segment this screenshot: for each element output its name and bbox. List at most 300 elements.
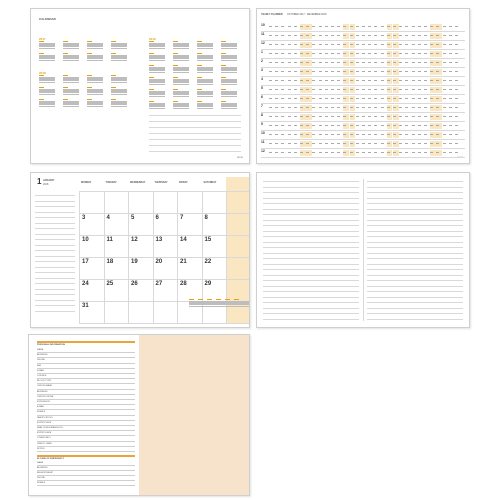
day-cell bbox=[362, 98, 365, 99]
day-cell bbox=[381, 26, 384, 27]
day-cell bbox=[393, 35, 396, 36]
day-cell bbox=[294, 44, 297, 45]
time-line bbox=[35, 201, 75, 202]
day-cell bbox=[399, 143, 402, 144]
day-cell bbox=[443, 143, 446, 144]
weekend-highlight bbox=[436, 150, 442, 156]
notes-line bbox=[263, 308, 359, 309]
form-field-label: PASSPORT NO. bbox=[37, 416, 54, 419]
weekend-highlight bbox=[387, 42, 393, 48]
day-cell bbox=[374, 125, 377, 126]
day-cell bbox=[424, 62, 427, 63]
day-cell bbox=[350, 98, 353, 99]
day-cell bbox=[325, 89, 328, 90]
weekend-highlight bbox=[300, 114, 306, 120]
weekend-highlight bbox=[350, 24, 356, 30]
day-cell bbox=[288, 152, 291, 153]
day-cell bbox=[418, 98, 421, 99]
day-cell bbox=[374, 134, 377, 135]
weekend-highlight bbox=[387, 60, 393, 66]
day-cell bbox=[412, 71, 415, 72]
day-cell bbox=[424, 143, 427, 144]
day-cell bbox=[281, 125, 284, 126]
day-cell bbox=[387, 44, 390, 45]
weekend-highlight bbox=[393, 87, 399, 93]
day-number: 17 bbox=[82, 259, 89, 265]
weekend-highlight bbox=[436, 51, 442, 57]
weekend-highlight bbox=[350, 69, 356, 75]
day-cell bbox=[368, 98, 371, 99]
day-cell bbox=[418, 71, 421, 72]
weekend-highlight bbox=[393, 33, 399, 39]
day-cell bbox=[455, 80, 458, 81]
grid-row-line bbox=[79, 323, 250, 324]
planner-month-number: 8 bbox=[261, 113, 263, 117]
planner-row-line bbox=[261, 157, 465, 158]
day-cell bbox=[275, 107, 278, 108]
day-cell bbox=[306, 125, 309, 126]
weekend-highlight bbox=[343, 114, 349, 120]
time-line bbox=[35, 212, 75, 213]
day-cell bbox=[306, 89, 309, 90]
weekend-highlight bbox=[387, 96, 393, 102]
day-number: 28 bbox=[180, 281, 187, 287]
day-number: 27 bbox=[155, 281, 163, 287]
notes-line bbox=[367, 319, 463, 320]
day-cell bbox=[449, 71, 452, 72]
day-cell bbox=[449, 116, 452, 117]
day-cell bbox=[331, 35, 334, 36]
form-field-line bbox=[37, 378, 135, 379]
weekend-highlight bbox=[436, 132, 442, 138]
weekend-highlight bbox=[306, 51, 312, 57]
day-cell bbox=[288, 134, 291, 135]
day-cell bbox=[300, 116, 303, 117]
day-cell bbox=[343, 26, 346, 27]
personal-info-page bbox=[28, 334, 250, 496]
weekend-highlight bbox=[343, 123, 349, 129]
day-cell bbox=[319, 44, 322, 45]
form-field-line bbox=[37, 373, 135, 374]
day-cell bbox=[424, 80, 427, 81]
notes-line bbox=[149, 127, 241, 128]
mini-month-row bbox=[63, 48, 79, 49]
notes-line bbox=[367, 247, 463, 248]
weekend-highlight bbox=[350, 132, 356, 138]
day-cell bbox=[350, 71, 353, 72]
day-cell bbox=[288, 35, 291, 36]
mini-month-row bbox=[221, 72, 237, 73]
form-field-label: EXPIRY DATE bbox=[37, 421, 52, 424]
day-cell bbox=[368, 26, 371, 27]
day-cell bbox=[449, 152, 452, 153]
mini-month-row bbox=[149, 108, 165, 109]
mini-month-row bbox=[221, 60, 237, 61]
day-cell bbox=[337, 62, 340, 63]
day-cell bbox=[356, 71, 359, 72]
day-cell bbox=[393, 134, 396, 135]
weekend-highlight bbox=[393, 150, 399, 156]
page-footer-logo: BOOK bbox=[457, 157, 463, 159]
day-cell bbox=[418, 116, 421, 117]
planner-row-line bbox=[261, 130, 465, 131]
day-cell bbox=[269, 26, 272, 27]
day-cell bbox=[368, 44, 371, 45]
notes-line bbox=[367, 302, 463, 303]
mini-month-row bbox=[39, 82, 55, 83]
notes-line bbox=[367, 198, 463, 199]
day-cell bbox=[288, 62, 291, 63]
day-cell bbox=[331, 98, 334, 99]
weekend-highlight bbox=[430, 87, 436, 93]
grid-row-line bbox=[79, 213, 250, 214]
day-cell bbox=[387, 80, 390, 81]
grid-col-line bbox=[153, 191, 154, 323]
day-cell bbox=[436, 35, 439, 36]
planner-month-number: 2 bbox=[261, 59, 263, 63]
weekend-highlight bbox=[387, 24, 393, 30]
day-number: 10 bbox=[82, 237, 89, 243]
day-cell bbox=[436, 89, 439, 90]
mini-month bbox=[197, 101, 213, 110]
day-cell bbox=[405, 107, 408, 108]
day-cell bbox=[356, 35, 359, 36]
day-cell bbox=[405, 125, 408, 126]
form-field-line bbox=[37, 394, 135, 395]
day-cell bbox=[449, 35, 452, 36]
day-cell bbox=[368, 143, 371, 144]
day-cell bbox=[331, 44, 334, 45]
day-cell bbox=[381, 107, 384, 108]
day-cell bbox=[368, 53, 371, 54]
day-cell bbox=[275, 125, 278, 126]
day-cell bbox=[387, 71, 390, 72]
mini-month-row bbox=[63, 60, 79, 61]
day-cell bbox=[455, 26, 458, 27]
day-number: 6 bbox=[155, 215, 159, 221]
notes-line bbox=[367, 264, 463, 265]
mini-month bbox=[111, 41, 127, 50]
day-cell bbox=[294, 62, 297, 63]
notes-line bbox=[263, 319, 359, 320]
planner-row-line bbox=[261, 94, 465, 95]
weekend-highlight bbox=[350, 105, 356, 111]
form-field-label: ADDRESS bbox=[37, 354, 48, 357]
notes-line bbox=[263, 198, 359, 199]
planner-month-number: 11 bbox=[261, 140, 265, 144]
day-cell bbox=[455, 35, 458, 36]
mini-month bbox=[173, 65, 189, 74]
day-cell bbox=[275, 116, 278, 117]
day-cell bbox=[405, 134, 408, 135]
mini-month-row bbox=[197, 96, 213, 97]
day-cell bbox=[430, 116, 433, 117]
day-cell bbox=[399, 134, 402, 135]
emergency-field-line bbox=[37, 470, 135, 471]
day-cell bbox=[436, 53, 439, 54]
weekend-highlight bbox=[343, 24, 349, 30]
day-cell bbox=[374, 44, 377, 45]
day-cell bbox=[306, 143, 309, 144]
time-line bbox=[35, 206, 75, 207]
mini-month-row bbox=[197, 108, 213, 109]
day-cell bbox=[300, 89, 303, 90]
notes-line bbox=[367, 220, 463, 221]
mini-month-row bbox=[173, 72, 189, 73]
day-cell bbox=[356, 53, 359, 54]
day-cell bbox=[399, 98, 402, 99]
day-cell bbox=[368, 116, 371, 117]
day-cell bbox=[312, 107, 315, 108]
day-cell bbox=[455, 53, 458, 54]
day-cell bbox=[269, 53, 272, 54]
notes-line bbox=[263, 264, 359, 265]
emergency-field-line bbox=[37, 480, 135, 481]
day-cell bbox=[374, 116, 377, 117]
planner-month-number: 10 bbox=[261, 131, 265, 135]
mini-month bbox=[63, 41, 79, 50]
weekend-highlight bbox=[436, 24, 442, 30]
mini-month bbox=[149, 77, 165, 86]
notes-line bbox=[263, 209, 359, 210]
day-cell bbox=[443, 107, 446, 108]
mini-month bbox=[149, 65, 165, 74]
day-cell bbox=[430, 53, 433, 54]
day-cell bbox=[443, 98, 446, 99]
day-cell bbox=[393, 98, 396, 99]
weekend-highlight bbox=[436, 114, 442, 120]
day-cell bbox=[399, 44, 402, 45]
day-cell bbox=[356, 62, 359, 63]
day-cell bbox=[269, 62, 272, 63]
day-cell bbox=[343, 53, 346, 54]
day-cell bbox=[294, 53, 297, 54]
mini-month bbox=[197, 77, 213, 86]
planner-row-line bbox=[261, 49, 465, 50]
day-cell bbox=[281, 89, 284, 90]
weekend-highlight bbox=[350, 123, 356, 129]
day-cell bbox=[418, 143, 421, 144]
weekend-highlight bbox=[393, 60, 399, 66]
day-number: 11 bbox=[106, 237, 113, 243]
day-cell bbox=[312, 143, 315, 144]
weekend-highlight bbox=[300, 96, 306, 102]
notes-line bbox=[367, 253, 463, 254]
day-cell bbox=[288, 98, 291, 99]
weekend-highlight bbox=[387, 87, 393, 93]
mini-month bbox=[221, 89, 237, 98]
mini-month bbox=[197, 53, 213, 62]
day-cell bbox=[430, 98, 433, 99]
notes-line bbox=[149, 139, 241, 140]
day-cell bbox=[418, 26, 421, 27]
day-cell bbox=[449, 44, 452, 45]
day-cell bbox=[300, 71, 303, 72]
day-cell bbox=[325, 62, 328, 63]
weekend-highlight bbox=[387, 105, 393, 111]
notes-line bbox=[263, 214, 359, 215]
day-cell bbox=[374, 26, 377, 27]
day-cell bbox=[312, 98, 315, 99]
day-cell bbox=[288, 80, 291, 81]
day-cell bbox=[387, 134, 390, 135]
day-cell bbox=[281, 62, 284, 63]
day-cell bbox=[343, 44, 346, 45]
day-cell bbox=[269, 35, 272, 36]
mini-month-row bbox=[63, 82, 79, 83]
day-cell bbox=[350, 134, 353, 135]
section-title-personal: PERSONAL INFORMATION bbox=[37, 344, 65, 346]
day-cell bbox=[387, 116, 390, 117]
day-cell bbox=[418, 125, 421, 126]
day-cell bbox=[331, 125, 334, 126]
weekend-highlight bbox=[300, 33, 306, 39]
day-number: 19 bbox=[131, 259, 138, 265]
weekend-highlight bbox=[393, 24, 399, 30]
day-cell bbox=[337, 35, 340, 36]
planner-month-number: 7 bbox=[261, 104, 263, 108]
notes-line bbox=[149, 121, 241, 122]
mini-month bbox=[39, 41, 55, 50]
day-cell bbox=[343, 107, 346, 108]
weekend-highlight bbox=[350, 87, 356, 93]
mini-month-row bbox=[111, 82, 127, 83]
notes-line bbox=[263, 220, 359, 221]
day-cell bbox=[362, 35, 365, 36]
day-cell bbox=[350, 35, 353, 36]
form-field-line bbox=[37, 425, 135, 426]
mini-month-row bbox=[221, 48, 237, 49]
day-cell bbox=[374, 35, 377, 36]
weekend-highlight bbox=[393, 51, 399, 57]
day-cell bbox=[294, 134, 297, 135]
grid-row-line bbox=[79, 235, 250, 236]
day-cell bbox=[412, 53, 415, 54]
day-cell bbox=[424, 71, 427, 72]
day-cell bbox=[319, 107, 322, 108]
planner-month-number: 10 bbox=[261, 23, 265, 27]
day-cell bbox=[412, 89, 415, 90]
time-line bbox=[35, 261, 75, 262]
weekend-highlight bbox=[343, 141, 349, 147]
day-cell bbox=[269, 71, 272, 72]
day-cell bbox=[381, 80, 384, 81]
weekend-highlight bbox=[343, 96, 349, 102]
weekend-highlight bbox=[430, 51, 436, 57]
day-cell bbox=[343, 80, 346, 81]
weekend-highlight bbox=[306, 24, 312, 30]
day-cell bbox=[281, 152, 284, 153]
day-cell bbox=[430, 80, 433, 81]
day-cell bbox=[381, 62, 384, 63]
day-cell bbox=[331, 152, 334, 153]
day-cell bbox=[337, 89, 340, 90]
day-cell bbox=[281, 98, 284, 99]
day-cell bbox=[424, 98, 427, 99]
planner-month-number: 11 bbox=[261, 32, 265, 36]
day-number: 21 bbox=[180, 259, 187, 265]
weekend-highlight bbox=[306, 132, 312, 138]
emergency-field-label: RELATIONSHIP bbox=[37, 472, 53, 474]
planner-month-number: 12 bbox=[261, 41, 265, 45]
day-cell bbox=[368, 62, 371, 63]
day-cell bbox=[455, 98, 458, 99]
calendar-title: CALENDAR bbox=[39, 17, 56, 21]
day-cell bbox=[294, 152, 297, 153]
day-number: 8 bbox=[204, 215, 208, 221]
weekend-highlight bbox=[436, 33, 442, 39]
mini-month bbox=[221, 65, 237, 74]
weekend-highlight bbox=[300, 105, 306, 111]
day-cell bbox=[405, 143, 408, 144]
day-cell bbox=[393, 80, 396, 81]
mini-month bbox=[173, 89, 189, 98]
day-cell bbox=[275, 80, 278, 81]
day-cell bbox=[281, 71, 284, 72]
day-cell bbox=[325, 152, 328, 153]
day-cell bbox=[306, 107, 309, 108]
mini-month bbox=[149, 41, 165, 50]
notes-line bbox=[263, 242, 359, 243]
mini-month bbox=[111, 99, 127, 108]
day-cell bbox=[294, 80, 297, 81]
day-cell bbox=[337, 134, 340, 135]
weekend-highlight bbox=[300, 78, 306, 84]
day-cell bbox=[294, 116, 297, 117]
day-cell bbox=[337, 53, 340, 54]
weekend-highlight bbox=[387, 150, 393, 156]
planner-month-number: 6 bbox=[261, 95, 263, 99]
day-cell bbox=[443, 71, 446, 72]
day-cell bbox=[412, 143, 415, 144]
weekend-highlight bbox=[343, 78, 349, 84]
mini-month-row bbox=[149, 96, 165, 97]
day-cell bbox=[424, 116, 427, 117]
day-cell bbox=[300, 134, 303, 135]
day-cell bbox=[424, 107, 427, 108]
weekend-highlight bbox=[350, 96, 356, 102]
weekend-highlight bbox=[300, 69, 306, 75]
day-cell bbox=[343, 116, 346, 117]
day-number: 25 bbox=[106, 281, 114, 287]
mini-month-row bbox=[149, 60, 165, 61]
weekend-highlight bbox=[300, 87, 306, 93]
time-line bbox=[35, 223, 75, 224]
notes-line bbox=[263, 286, 359, 287]
day-cell bbox=[381, 35, 384, 36]
weekend-highlight bbox=[343, 33, 349, 39]
day-cell bbox=[381, 53, 384, 54]
day-cell bbox=[436, 107, 439, 108]
weekend-highlight bbox=[436, 78, 442, 84]
weekend-highlight bbox=[430, 33, 436, 39]
form-field-label: E-MAIL bbox=[37, 369, 45, 372]
day-cell bbox=[350, 143, 353, 144]
emergency-field-label: MOBILE bbox=[37, 482, 46, 484]
day-cell bbox=[449, 125, 452, 126]
day-cell bbox=[343, 71, 346, 72]
mini-month-row bbox=[63, 106, 79, 107]
day-cell bbox=[343, 62, 346, 63]
day-number: 24 bbox=[82, 281, 89, 287]
day-cell bbox=[362, 116, 365, 117]
day-cell bbox=[368, 134, 371, 135]
day-cell bbox=[275, 98, 278, 99]
mini-month-row bbox=[111, 60, 127, 61]
day-cell bbox=[412, 152, 415, 153]
planner-month-number: 4 bbox=[261, 77, 263, 81]
form-field-label: NAME bbox=[37, 349, 44, 351]
